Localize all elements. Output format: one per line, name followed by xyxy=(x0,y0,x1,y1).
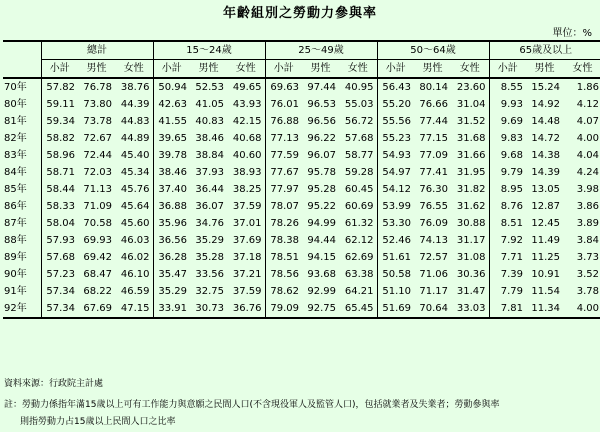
value-cell: 7.39 xyxy=(489,266,526,283)
subheader-subtotal: 小計 xyxy=(153,60,190,79)
subheader-subtotal: 小計 xyxy=(41,60,78,79)
value-cell: 71.06 xyxy=(419,269,448,280)
value-cell: 64.21 xyxy=(344,286,374,297)
value-cell: 15.24 xyxy=(531,82,560,93)
value-cell: 76.88 xyxy=(265,113,302,130)
group-header-15-24: 15～24歲 xyxy=(153,41,265,60)
value-cell: 31.82 xyxy=(456,184,486,195)
row-year-label: 90年 xyxy=(4,269,27,280)
value-cell: 72.57 xyxy=(419,252,448,263)
group-header-row xyxy=(3,41,600,60)
subheader-male: 男性 xyxy=(78,60,115,79)
value-cell: 76.30 xyxy=(419,184,448,195)
value-cell: 55.20 xyxy=(377,96,414,113)
footnote-line-2: 則指勞動力占15歲以上民間人口之比率 xyxy=(20,417,176,427)
table-row xyxy=(3,96,600,113)
value-cell: 4.12 xyxy=(576,99,600,110)
value-cell: 58.77 xyxy=(344,150,374,161)
value-cell: 3.78 xyxy=(576,286,600,297)
value-cell: 4.24 xyxy=(576,167,600,178)
value-cell: 9.68 xyxy=(489,147,526,164)
value-cell: 14.72 xyxy=(531,133,560,144)
value-cell: 53.30 xyxy=(377,215,414,232)
value-cell: 57.93 xyxy=(41,232,78,249)
value-cell: 37.18 xyxy=(232,252,262,263)
value-cell: 45.60 xyxy=(120,218,150,229)
table-row xyxy=(3,249,600,266)
value-cell: 73.78 xyxy=(83,116,112,127)
value-cell: 71.13 xyxy=(83,184,112,195)
value-cell: 38.46 xyxy=(153,164,190,181)
subheader-subtotal: 小計 xyxy=(377,60,414,79)
value-cell: 78.38 xyxy=(265,232,302,249)
table-row xyxy=(3,283,600,300)
table-row xyxy=(3,198,600,215)
subheader-male: 男性 xyxy=(414,60,451,79)
footnote-line-1: 註：勞動力係指年滿15歲以上可有工作能力與意願之民間人口(不含現役軍人及監管人口)，包括就業者及失業者；勞動參與率 xyxy=(4,400,500,410)
row-year-label: 80年 xyxy=(4,99,27,110)
value-cell: 38.93 xyxy=(232,167,262,178)
row-year-label: 89年 xyxy=(4,252,27,263)
value-cell: 49.65 xyxy=(232,82,262,93)
value-cell: 92.75 xyxy=(302,300,339,318)
value-cell: 45.76 xyxy=(120,184,150,195)
row-year-label: 86年 xyxy=(4,201,27,212)
value-cell: 60.45 xyxy=(344,184,374,195)
value-cell: 77.09 xyxy=(419,150,448,161)
value-cell: 31.52 xyxy=(456,116,486,127)
value-cell: 30.36 xyxy=(456,269,486,280)
table-row xyxy=(3,300,600,318)
value-cell: 58.71 xyxy=(41,164,78,181)
value-cell: 37.01 xyxy=(232,218,262,229)
value-cell: 38.84 xyxy=(195,150,224,161)
value-cell: 31.04 xyxy=(456,99,486,110)
value-cell: 31.62 xyxy=(456,201,486,212)
group-header-total: 總計 xyxy=(41,41,153,60)
corner-cell xyxy=(3,41,41,78)
row-year-label: 87年 xyxy=(4,218,27,229)
value-cell: 77.15 xyxy=(419,133,448,144)
value-cell: 63.38 xyxy=(344,269,374,280)
value-cell: 71.09 xyxy=(83,201,112,212)
sub-header-row xyxy=(3,60,600,79)
value-cell: 56.72 xyxy=(344,116,374,127)
value-cell: 4.00 xyxy=(563,300,600,318)
value-cell: 69.42 xyxy=(83,252,112,263)
value-cell: 58.82 xyxy=(41,130,78,147)
value-cell: 51.69 xyxy=(377,300,414,318)
value-cell: 65.45 xyxy=(339,300,377,318)
value-cell: 95.78 xyxy=(307,167,336,178)
value-cell: 54.12 xyxy=(377,181,414,198)
value-cell: 4.04 xyxy=(576,150,600,161)
value-cell: 68.22 xyxy=(83,286,112,297)
subheader-male: 男性 xyxy=(526,60,563,79)
value-cell: 72.03 xyxy=(83,167,112,178)
value-cell: 59.11 xyxy=(41,96,78,113)
value-cell: 36.76 xyxy=(227,300,265,318)
value-cell: 57.23 xyxy=(41,266,78,283)
value-cell: 94.44 xyxy=(307,235,336,246)
row-year-label: 81年 xyxy=(4,116,27,127)
value-cell: 40.95 xyxy=(344,82,374,93)
value-cell: 33.91 xyxy=(153,300,190,318)
value-cell: 77.97 xyxy=(265,181,302,198)
value-cell: 58.96 xyxy=(41,147,78,164)
value-cell: 80.14 xyxy=(419,82,448,93)
subheader-subtotal: 小計 xyxy=(489,60,526,79)
value-cell: 14.48 xyxy=(531,116,560,127)
value-cell: 8.55 xyxy=(489,78,526,96)
value-cell: 38.25 xyxy=(232,184,262,195)
subheader-female: 女性 xyxy=(115,60,153,79)
row-year-label: 83年 xyxy=(4,150,27,161)
value-cell: 3.98 xyxy=(576,184,600,195)
value-cell: 44.83 xyxy=(120,116,150,127)
value-cell: 57.68 xyxy=(344,133,374,144)
value-cell: 77.67 xyxy=(265,164,302,181)
value-cell: 11.54 xyxy=(531,286,560,297)
table-row xyxy=(3,215,600,232)
value-cell: 35.28 xyxy=(195,252,224,263)
value-cell: 7.79 xyxy=(489,283,526,300)
value-cell: 32.75 xyxy=(195,286,224,297)
value-cell: 14.38 xyxy=(531,150,560,161)
value-cell: 12.45 xyxy=(531,218,560,229)
subheader-female: 女性 xyxy=(563,60,600,79)
value-cell: 40.83 xyxy=(195,116,224,127)
value-cell: 8.95 xyxy=(489,181,526,198)
value-cell: 35.96 xyxy=(153,215,190,232)
value-cell: 70.58 xyxy=(83,218,112,229)
value-cell: 77.13 xyxy=(265,130,302,147)
value-cell: 4.00 xyxy=(576,133,600,144)
value-cell: 37.93 xyxy=(195,167,224,178)
value-cell: 46.02 xyxy=(120,252,150,263)
value-cell: 42.15 xyxy=(232,116,262,127)
value-cell: 69.63 xyxy=(265,78,302,96)
row-year-label: 82年 xyxy=(4,133,27,144)
group-header-25-49: 25～49歲 xyxy=(265,41,377,60)
value-cell: 76.78 xyxy=(83,82,112,93)
table-row xyxy=(3,78,600,96)
value-cell: 96.56 xyxy=(307,116,336,127)
value-cell: 44.89 xyxy=(120,133,150,144)
value-cell: 68.47 xyxy=(83,269,112,280)
row-year-label: 84年 xyxy=(4,167,27,178)
labor-participation-table xyxy=(3,40,600,319)
value-cell: 11.25 xyxy=(531,252,560,263)
value-cell: 37.59 xyxy=(232,201,262,212)
value-cell: 9.69 xyxy=(489,113,526,130)
subheader-male: 男性 xyxy=(302,60,339,79)
group-header-65-plus: 65歲及以上 xyxy=(489,41,600,60)
subheader-female: 女性 xyxy=(339,60,377,79)
value-cell: 95.28 xyxy=(307,184,336,195)
table-row xyxy=(3,164,600,181)
value-cell: 74.13 xyxy=(419,235,448,246)
value-cell: 57.82 xyxy=(41,78,78,96)
subheader-subtotal: 小計 xyxy=(265,60,302,79)
value-cell: 72.67 xyxy=(83,133,112,144)
value-cell: 36.07 xyxy=(195,201,224,212)
value-cell: 31.66 xyxy=(456,150,486,161)
value-cell: 34.76 xyxy=(195,218,224,229)
value-cell: 40.60 xyxy=(232,150,262,161)
value-cell: 8.51 xyxy=(489,215,526,232)
value-cell: 40.68 xyxy=(232,133,262,144)
value-cell: 7.71 xyxy=(489,249,526,266)
value-cell: 59.28 xyxy=(344,167,374,178)
value-cell: 44.39 xyxy=(120,99,150,110)
value-cell: 62.12 xyxy=(344,235,374,246)
value-cell: 45.64 xyxy=(120,201,150,212)
value-cell: 7.81 xyxy=(489,300,526,318)
value-cell: 3.52 xyxy=(576,269,600,280)
value-cell: 36.56 xyxy=(153,232,190,249)
value-cell: 78.56 xyxy=(265,266,302,283)
table-row xyxy=(3,130,600,147)
value-cell: 96.07 xyxy=(307,150,336,161)
value-cell: 62.69 xyxy=(344,252,374,263)
value-cell: 38.76 xyxy=(120,82,150,93)
value-cell: 31.08 xyxy=(456,252,486,263)
value-cell: 35.29 xyxy=(195,235,224,246)
value-cell: 33.03 xyxy=(451,300,489,318)
value-cell: 46.03 xyxy=(120,235,150,246)
value-cell: 97.44 xyxy=(307,82,336,93)
value-cell: 31.47 xyxy=(456,286,486,297)
value-cell: 76.55 xyxy=(419,201,448,212)
value-cell: 94.15 xyxy=(307,252,336,263)
value-cell: 45.34 xyxy=(120,167,150,178)
group-header-50-64: 50～64歲 xyxy=(377,41,489,60)
value-cell: 39.65 xyxy=(153,130,190,147)
value-cell: 36.44 xyxy=(195,184,224,195)
value-cell: 95.22 xyxy=(307,201,336,212)
subheader-male: 男性 xyxy=(190,60,227,79)
value-cell: 58.04 xyxy=(41,215,78,232)
value-cell: 61.32 xyxy=(344,218,374,229)
value-cell: 14.39 xyxy=(531,167,560,178)
value-cell: 77.41 xyxy=(419,167,448,178)
value-cell: 78.26 xyxy=(265,215,302,232)
value-cell: 43.93 xyxy=(232,99,262,110)
row-year-label: 85年 xyxy=(4,184,27,195)
value-cell: 94.99 xyxy=(307,218,336,229)
value-cell: 7.92 xyxy=(489,232,526,249)
value-cell: 60.69 xyxy=(344,201,374,212)
value-cell: 37.21 xyxy=(232,269,262,280)
value-cell: 3.73 xyxy=(576,252,600,263)
value-cell: 57.34 xyxy=(41,283,78,300)
value-cell: 37.40 xyxy=(153,181,190,198)
page-title: 年齡組別之勞動力參與率 xyxy=(222,6,377,21)
value-cell: 78.51 xyxy=(265,249,302,266)
value-cell: 54.97 xyxy=(377,164,414,181)
value-cell: 54.93 xyxy=(377,147,414,164)
value-cell: 31.17 xyxy=(456,235,486,246)
value-cell: 31.68 xyxy=(456,133,486,144)
subheader-female: 女性 xyxy=(227,60,265,79)
value-cell: 57.34 xyxy=(41,300,78,318)
value-cell: 69.93 xyxy=(83,235,112,246)
value-cell: 35.29 xyxy=(153,283,190,300)
value-cell: 59.34 xyxy=(41,113,78,130)
value-cell: 38.46 xyxy=(195,133,224,144)
value-cell: 11.49 xyxy=(531,235,560,246)
table-row xyxy=(3,266,600,283)
value-cell: 76.66 xyxy=(419,99,448,110)
value-cell: 36.28 xyxy=(153,249,190,266)
value-cell: 11.34 xyxy=(526,300,563,318)
value-cell: 71.17 xyxy=(419,286,448,297)
value-cell: 58.44 xyxy=(41,181,78,198)
table-row xyxy=(3,232,600,249)
value-cell: 58.33 xyxy=(41,198,78,215)
table-body xyxy=(3,78,600,318)
value-cell: 55.56 xyxy=(377,113,414,130)
value-cell: 46.59 xyxy=(120,286,150,297)
value-cell: 30.73 xyxy=(190,300,227,318)
row-year-label: 70年 xyxy=(4,82,27,93)
value-cell: 70.64 xyxy=(414,300,451,318)
value-cell: 3.86 xyxy=(576,201,600,212)
value-cell: 37.59 xyxy=(232,286,262,297)
value-cell: 33.56 xyxy=(195,269,224,280)
value-cell: 14.92 xyxy=(531,99,560,110)
value-cell: 30.88 xyxy=(456,218,486,229)
value-cell: 78.07 xyxy=(265,198,302,215)
value-cell: 46.10 xyxy=(120,269,150,280)
row-year-label: 91年 xyxy=(4,286,27,297)
value-cell: 1.86 xyxy=(576,82,600,93)
value-cell: 8.76 xyxy=(489,198,526,215)
source-note: 資料來源：行政院主計處 xyxy=(4,379,104,389)
value-cell: 93.68 xyxy=(307,269,336,280)
value-cell: 96.53 xyxy=(307,99,336,110)
value-cell: 41.55 xyxy=(153,113,190,130)
value-cell: 9.83 xyxy=(489,130,526,147)
value-cell: 92.99 xyxy=(307,286,336,297)
value-cell: 50.94 xyxy=(153,78,190,96)
value-cell: 52.53 xyxy=(195,82,224,93)
value-cell: 73.80 xyxy=(83,99,112,110)
value-cell: 13.05 xyxy=(531,184,560,195)
table-row xyxy=(3,181,600,198)
value-cell: 4.07 xyxy=(576,116,600,127)
value-cell: 42.63 xyxy=(153,96,190,113)
value-cell: 53.99 xyxy=(377,198,414,215)
value-cell: 12.87 xyxy=(531,201,560,212)
unit-label: 單位：% xyxy=(552,28,592,39)
value-cell: 72.44 xyxy=(83,150,112,161)
value-cell: 23.60 xyxy=(456,82,486,93)
value-cell: 52.46 xyxy=(377,232,414,249)
value-cell: 55.03 xyxy=(344,99,374,110)
value-cell: 67.69 xyxy=(78,300,115,318)
value-cell: 36.88 xyxy=(153,198,190,215)
table-row xyxy=(3,113,600,130)
value-cell: 51.61 xyxy=(377,249,414,266)
value-cell: 9.93 xyxy=(489,96,526,113)
value-cell: 9.79 xyxy=(489,164,526,181)
value-cell: 31.95 xyxy=(456,167,486,178)
value-cell: 77.44 xyxy=(419,116,448,127)
value-cell: 79.09 xyxy=(265,300,302,318)
table-row xyxy=(3,147,600,164)
value-cell: 50.58 xyxy=(377,266,414,283)
value-cell: 77.59 xyxy=(265,147,302,164)
value-cell: 10.91 xyxy=(531,269,560,280)
value-cell: 76.01 xyxy=(265,96,302,113)
value-cell: 45.40 xyxy=(120,150,150,161)
value-cell: 76.09 xyxy=(419,218,448,229)
value-cell: 57.68 xyxy=(41,249,78,266)
value-cell: 39.78 xyxy=(153,147,190,164)
row-year-label: 88年 xyxy=(4,235,27,246)
value-cell: 56.43 xyxy=(377,78,414,96)
value-cell: 37.69 xyxy=(232,235,262,246)
value-cell: 41.05 xyxy=(195,99,224,110)
row-year-label: 92年 xyxy=(3,300,41,318)
value-cell: 55.23 xyxy=(377,130,414,147)
value-cell: 96.22 xyxy=(307,133,336,144)
value-cell: 51.10 xyxy=(377,283,414,300)
value-cell: 3.84 xyxy=(576,235,600,246)
subheader-female: 女性 xyxy=(451,60,489,79)
value-cell: 3.89 xyxy=(576,218,600,229)
value-cell: 35.47 xyxy=(153,266,190,283)
value-cell: 47.15 xyxy=(115,300,153,318)
value-cell: 78.62 xyxy=(265,283,302,300)
